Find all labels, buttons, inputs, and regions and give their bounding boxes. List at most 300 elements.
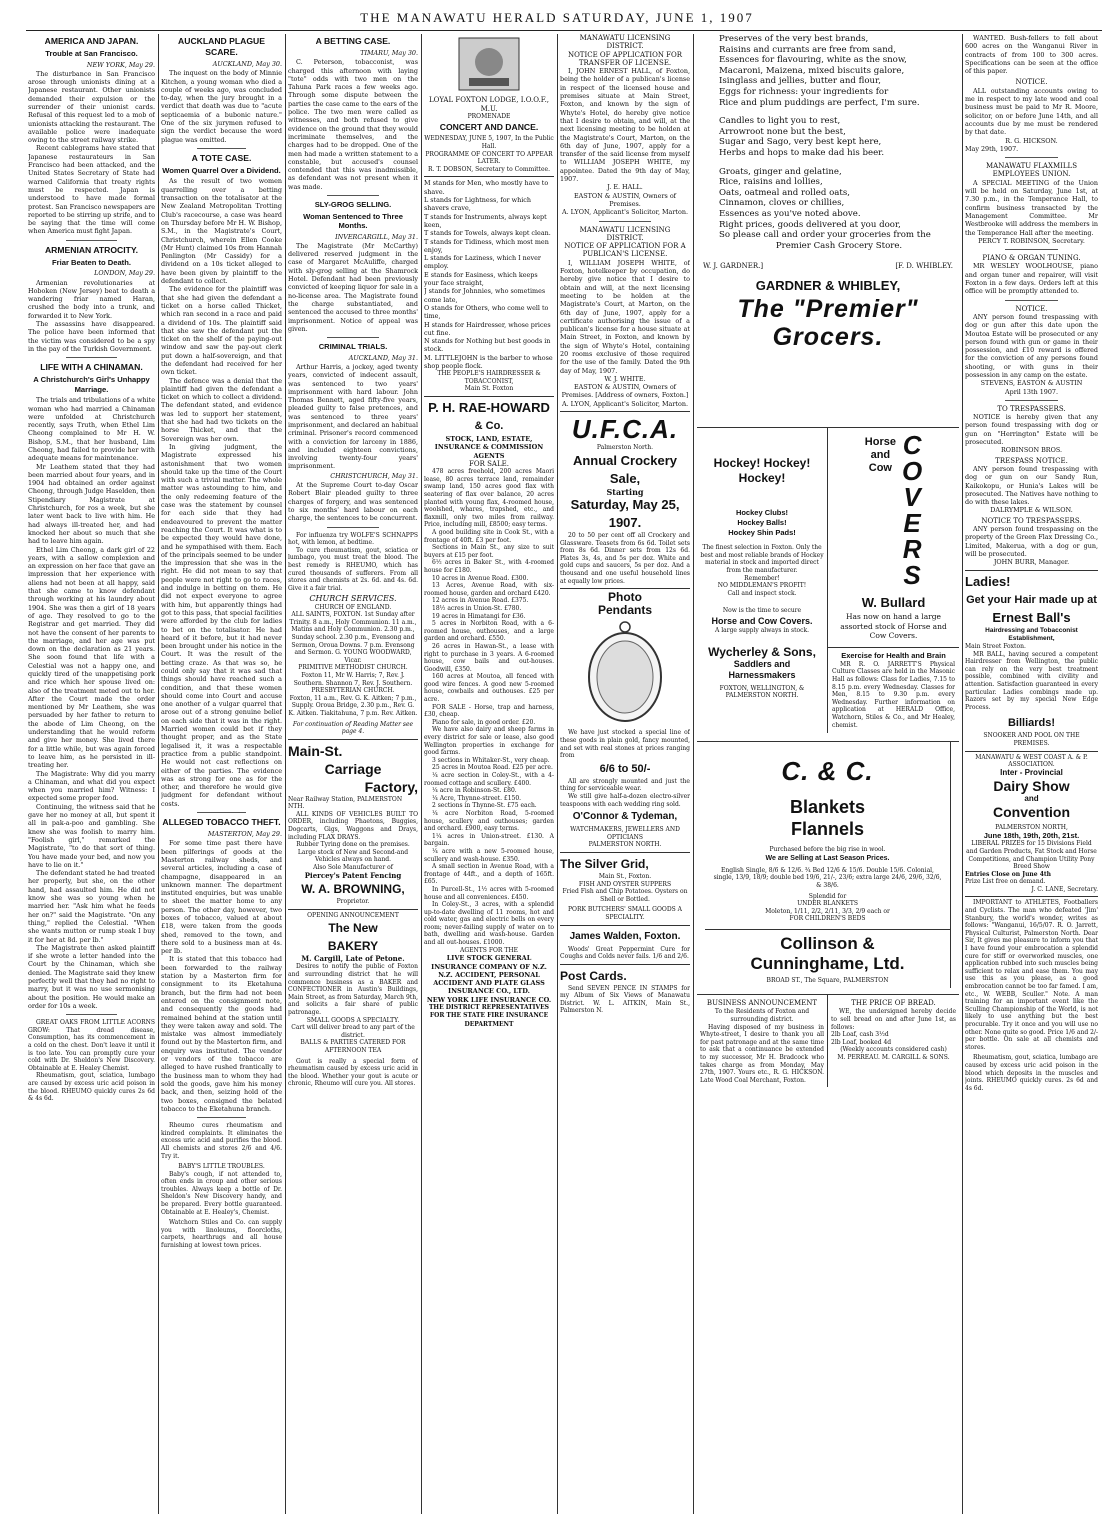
- listing: ¼ Acre, Thynne-street. £150.: [432, 794, 522, 802]
- service-times: ALL SAINTS, FOXTON. 1st Sunday after Trinity. 8 a.m., Holy Communion. 11 a.m., Matins and Holy Communion. 2.30 p.m., Sunday school. 2.30 p.m., Evensong and Sermon, Oroua Downs. 7 p.m. Evensong and Sermon. G. YOUNG WOODWARD, Vicar.: [289, 611, 417, 664]
- advertisement: Rheumo cures rheumatism and kindred complaints. It eliminates the excess uric acid and purifies the blood. All chemists and stores 2/6 and 4/6. Try it.: [161, 1122, 282, 1160]
- notice-signature: PERCY T. ROBINSON, Secretary.: [978, 236, 1085, 245]
- notice-text: ANY person found trespassing with dog or gun on our Sandy Run, Kaikokopu, or Hunia's Lakes will be prosecuted. The Natives have nothing to do with these lakes.: [965, 464, 1098, 507]
- ad-text: Cart will deliver bread to any part of the district.: [291, 1024, 415, 1039]
- acrostic-line: N stands for Nothing but best goods in stock.: [424, 337, 551, 354]
- column-divider: [693, 34, 694, 1514]
- notice-signature: W. J. WHITE.: [604, 374, 646, 383]
- article-paragraph: Arthur Harris, a jockey, aged twenty years, convicted of indecent assault, was sentenced to two years' imprisonment with hard labour. John Thomas Bennett, aged fifty-five years, pleaded guilty to false pretences, and was sentenced to three years' imprisonment, and declared an habitual criminal. Prisoner's record commenced with a conviction for larceny in 1886, and included eighteen convictions, involving twenty-four years' imprisonment.: [288, 362, 418, 471]
- continuation-note: For continuation of Reading Matter see page 4.: [292, 720, 414, 736]
- listing: In Coley-St., 3 acres, with a splendid up-to-date dwelling of 11 rooms, hot and cold water, gas and electric bells on every room; never-failing supply of water on to bath, dwelling and wash-house. Garden and all out-houses. £1000.: [424, 901, 554, 947]
- ad-text: BROAD ST., The Square, PALMERSTON: [766, 976, 889, 984]
- ad-text: Now is the time to secure: [722, 607, 802, 615]
- ad-heading: Pendants: [597, 603, 652, 618]
- ad-text: Prize List free on demand.: [965, 878, 1046, 886]
- ad-heading: and: [1024, 794, 1039, 804]
- covers-banner: [832, 430, 955, 591]
- listing: A good building site in Cook St., with a frontage of 40ft. £3 per foot.: [424, 529, 554, 544]
- verse-line: Essences for flavouring, white as the snow,: [719, 55, 907, 66]
- dateline: LONDON, May 29.: [94, 269, 155, 278]
- article-paragraph: Continuing, the witness said that he gave her no money at all, but spent it all in pak-a-poo and gambling. She knew she was foolish to marry him. "Foolish girl," remarked the Magistrate, "to do that sort of thing. You have made your bed, and now you have to lie on it.": [28, 802, 155, 869]
- verse-line: Sugar and Sago, very best kept here,: [719, 137, 882, 148]
- ad-text: WATCHMAKERS, JEWELLERS AND OPTICIANS: [570, 826, 680, 841]
- covers-letter: O: [901, 456, 923, 487]
- notice-title: NOTICE.: [1015, 304, 1048, 313]
- dateline: AUCKLAND, May 31.: [348, 353, 418, 362]
- ad-text: STOCK, LAND, ESTATE, INSURANCE & COMMISSION AGENTS: [434, 435, 544, 460]
- ufca-ad: [560, 411, 690, 585]
- silver-grid-ad: [560, 852, 690, 922]
- listing: 2 sections in Thynne-St. £75 each.: [432, 802, 537, 810]
- verse-line: Raisins and currants are free from sand,: [719, 44, 896, 55]
- ad-text: The finest selection in Foxton. Only the best and most reliable brands of Hockey material in stock and imported direct from the manufacturer.: [700, 544, 824, 575]
- ad-text: Fried Fish and Chip Potatoes. Oysters on Shell or Bottled.: [562, 888, 688, 903]
- ad-text: J. C. LANE, Secretary.: [1031, 885, 1098, 893]
- listing: ¼ acre with a new 5-roomed house, scullery and wash-house. £350.: [424, 847, 554, 863]
- ad-text: SMALL GOODS A SPECIALTY.: [306, 1016, 400, 1024]
- ad-text: Palmerston North.: [596, 444, 654, 452]
- notice-text: Having disposed of my business in Whyte-street, I desire to thank you all for past patronage and at the same time to ask that a continuance be extended to my successor, Mr H. Bradcock who takes charge as from Monday, May 27th, 1907. Yours etc., R. G. HICKSON. Late Wood Coal Merchant, Foxton.: [700, 1023, 824, 1084]
- ad-text: Starting: [606, 486, 644, 497]
- verse-line: Right prices, goods delivered at you door,: [719, 219, 901, 230]
- column-divider: [158, 34, 159, 1514]
- ad-heading: The New: [328, 921, 378, 936]
- ad-heading: Photo: [608, 590, 642, 605]
- walden-ad: [560, 925, 690, 961]
- acrostic-line: J stands for Johnnies, who sometimes come late,: [424, 287, 546, 304]
- ad-text: Rubber Tyring done on the premises.: [296, 841, 410, 849]
- notice-title: NOTICE.: [1015, 78, 1048, 87]
- column-3: [288, 34, 418, 1514]
- service-times: Foxton, 11 a.m., Rev. G. K. Aitken; 7 p.m., Supply. Oroua Bridge, 2.30 p.m., Rev. G. K. Aitken. Tiakitahuna, 7 p.m. Rev. Aitken.: [288, 694, 418, 717]
- ad-heading: Dairy Show: [993, 778, 1070, 795]
- article-paragraph: At the Supreme Court to-day Oscar Robert Blair pleaded guilty to three charges of forgery, and was sentenced to six months' hard labour on each charge, the sentences to be concurrent.: [288, 481, 418, 523]
- ad-text: Main Street Foxton.: [965, 643, 1026, 651]
- ad-text: Rheumatism, gout, sciatica, lumbago are caused by excess uric acid poison in the blood which deposits in the muscles and joints. RHEUMO quickly cures. 2s 6d and 4s 6d.: [965, 1054, 1098, 1092]
- advertisement: Gout is really a special form of rheumatism caused by excess uric acid in the blood. Whether your gout is acute or chronic, Rheumo will cure you. All stores.: [288, 1057, 418, 1088]
- article-paragraph: In giving judgment, the Magistrate expressed his astonishment that two women should take up the time of the Court with such a trivial matter. The whole matter was astounding to him, and the only redeeming feature of the case was the statement by counsel for each side that they had endeavoured to prevent the matter reaching the Court. It was what is to be expected they would have done, and he sympathised with them. Each of the principals seemed to be under the impression that she was in the right. He did not mean to say that people were not right to go to races, and indulge in betting on them. He did not expect everyone to agree with him, but apparently things had got to this pass, that special facilities were afforded by the club for ladies to bet on the totalisator. He had heard of it before, but it had never been brought under his notice in the Court. It was the result of the betting craze. As that was so, he could only say that it was sad that things should have reached such a condition, and that these women should come into Court and accuse one another of a vulgar quarrel that arose out of a strong genuine belief on each side that it was in the right. Married women could bet if they thought proper, and as the State legalised it, it was a respectable practice from a public standpoint. He would not cast reflections on either of the parties. The evidence was as strong for one as for the other, and therefore he would give judgment for defendant without costs.: [161, 442, 282, 808]
- column-divider: [421, 34, 422, 1514]
- ad-text: Moleton, 1/11, 2/2, 2/11, 3/3, 2/9 each or: [765, 907, 890, 915]
- ad-heading: Flannels: [790, 819, 865, 840]
- ad-text: PALMERSTON NORTH,: [995, 824, 1068, 832]
- ad-heading: Saddlers and Harnessmakers: [728, 658, 796, 680]
- notice-text: I, WILLIAM JOSEPH WHITE, of Foxton, hotelkeeper by occupation, do hereby give notice that I desire to obtain and will, at the next licensing meeting to be holden at the Magistrate's Court, at Marton, on the 6th day of June, 1907, apply for a certificate authorising the issue of a publican's license for a house situate at Main Street, in Foxton, and known by the sign of Whyte's Hotel, containing 20 rooms exclusive of those required for the use of the family. Dated the 9th day of May, 1907.: [560, 258, 690, 375]
- ad-text: OPENING ANNOUNCEMENT: [307, 911, 399, 919]
- listing: ¼ acre section in Coley-St., with a 4-roomed cottage and scullery. £400.: [424, 772, 554, 787]
- ad-heading: Cunninghame, Ltd.: [750, 953, 905, 973]
- subheadline: Woman Sentenced to Three Months.: [303, 211, 403, 231]
- carriage-factory-ad: [288, 739, 418, 906]
- acrostic-line: E stands for Easiness, which keeps your face straight,: [424, 270, 538, 288]
- column-6: [697, 34, 959, 1514]
- ad-text: PALMERSTON NORTH.: [588, 841, 662, 849]
- ad-text: BALLS & PARTIES CATERED FOR: [300, 1039, 406, 1047]
- ad-text: THE DISTRICT REPRESENTATIVES FOR THE STATE FIRE INSURANCE DEPARTMENT: [428, 1004, 550, 1028]
- listing: FOR SALE - Horse, trap and harness, £30, cheap.: [424, 703, 554, 719]
- article-paragraph: The inquest on the body of Minnie Kitchen, a young woman who died a couple of weeks ago, was concluded to-day, when the jury brought in a verdict that death was due to "acute septicaemia of a bubonic nature." One of the six jurymen refused to sign the verdict because the word plague was omitted.: [161, 69, 282, 144]
- listing: We have also dairy and sheep farms in every district for sale or lease, also good Wellington properties in exchange for good farms.: [424, 726, 554, 757]
- service-times: Foxton 11, Mr W. Harris; 7, Rev. J. Southern. Shannon 7, Rev. J. Southern.: [293, 671, 413, 687]
- ad-heading: Blankets: [789, 797, 866, 818]
- ad-text: SNOOKER AND POOL ON THE PREMISES.: [983, 732, 1080, 748]
- ad-heading: Factory,: [364, 778, 418, 795]
- ad-text: Has now on hand a large assorted stock of Horse and Cow Covers.: [840, 612, 947, 641]
- headline: SLY-GROG SELLING.: [314, 200, 392, 210]
- price-of-bread: [828, 995, 959, 1087]
- ad-heading: Inter - Provincial: [1000, 767, 1063, 777]
- notice-signature: EASTON & AUSTIN, Owners of Premises.: [573, 191, 677, 208]
- ad-heading: Carriage: [324, 760, 382, 777]
- article-paragraph: The assassins have disappeared. The police have been informed that the victim was considered to be a spy in the pay of the Turkish Government.: [28, 320, 155, 353]
- verse-line: Groats, ginger and gelatine,: [719, 166, 842, 177]
- notice-title: NOTICE OF APPLICATION FOR TRANSFER OF LICENSE.: [567, 50, 683, 67]
- article-paragraph: Ethel Lim Cheong, a dark girl of 22 years, with a sallow complexion and an expression on her face that gave an impression that her experience with aliens had not been at all happy, said that she came to know defendant through working at his laundry about 1904. She was then a girl of 18 years of age. They resolved to go to the Registrar and get married. They did not have the consent of her parents to the marriage, and her age was put down on the declaration as 21 years. She soon found that life with a Celestial was not a happy one, and quickly tired of the unappetising pork and rice which her spouse lived on: also of the treatment meted out to her. After the Court made the order mentioned by Mr Leathem, she was persuaded by her father to return to the abode of Lim Cheong, on the understanding that he would reform and give her money. She lived there for a little while, but was again forced to leave him, as he persisted in ill-treating her.: [28, 545, 155, 770]
- ad-heading: W. A. BROWNING,: [301, 881, 405, 896]
- notice-text: A SPECIAL MEETING of the Union will be held on Saturday, June 1st, at 7.30 p.m., in the Temperance Hall, to confirm business transacted by the Management Committee. Mr Westbrooke will address the members in the Temperance Hall after the meeting.: [965, 178, 1098, 237]
- ad-text: FOR SALE.: [469, 459, 509, 468]
- ad-text: Also Sole Manufacturer of: [313, 864, 393, 872]
- ad-heading: W. Bullard: [861, 595, 926, 611]
- listing: 26 acres in Hawan-St., a lease with right to purchase in 3 years. A 6-roomed house, cow bails and out-houses. Goodwill, £350.: [424, 642, 554, 673]
- covers-letter: C: [902, 430, 922, 461]
- event-label: PROMENADE: [467, 112, 511, 120]
- listing: ¼ acre in Robinson-St. £80.: [432, 787, 517, 795]
- verse-line: Eggs for richness: your ingredients for: [719, 86, 889, 97]
- column-divider: [285, 34, 286, 1514]
- advertisement: To cure rheumatism, gout, sciatica or lumbago, you must treat the blood. The best remedy is RHEUMO, which has cured thousands of sufferers. From all stores and chemists at 2s. 6d. and 4s. 6d. Give it a fair trial.: [288, 546, 418, 592]
- ad-heading: Get your Hair made up at: [966, 593, 1097, 606]
- ad-text: NO MIDDLEMAN'S PROFIT!: [717, 582, 807, 590]
- notice-text: ANY person found trespassing with dog or gun after this date upon the Moutoa Estate will be prosecuted or any person found with gun or game in their possession, and £10 reward is offered for the conviction of any persons found shooting, or with guns in their possession in any camp on the estate.: [965, 312, 1098, 379]
- notice-text: ALL outstanding accounts owing to me in respect to my late wood and coal business must be paid to Mr R. Moore, solicitor, on or before June 14th, and all accounts due by me must be rendered by that date.: [965, 86, 1098, 137]
- article-paragraph: It is stated that this tobacco had been forwarded to the railway station by a Masterton firm for consignment to its Eketahuna branch, but the firm had not been entered on the consignment note, and consequently the goods had remained behind at the station until they were taken away and sold. The mistake was almost immediately found out by the Masterton firm, and enquiry was instituted. The vendor or vendors of the tobacco are alleged to have rushed frantically to the business man to whom they had sold the goods, gave him his money back, and then, seizing hold of the two boxes, consigned the belated tobacco to the Eketahuna branch.: [161, 955, 282, 1113]
- ad-text: Remember!: [744, 574, 780, 582]
- notice-text: ANY person found trespassing on the property of the Green Flax Dressing Co., Limited, Makerua, with a dog or gun, will be prosecuted.: [965, 525, 1098, 558]
- store-name: GARDNER & WHIBLEY,: [755, 278, 901, 294]
- verse-line: Isinglass and jellies, butter and flour,: [719, 76, 881, 87]
- ad-text: FOXTON, WELLINGTON, & PALMERSTON NORTH.: [719, 684, 805, 700]
- ad-heading: Billiards!: [1007, 717, 1056, 730]
- ad-heading: The Silver Grid,: [560, 856, 649, 871]
- grocery-verse: [697, 34, 959, 251]
- article-paragraph: Armenian revolutionaries at Hoboken (New Jersey) beat to death a wandering friar named Haran, crushed the body into a trunk, and forwarded it to New York.: [28, 278, 155, 320]
- masthead: THE MANAWATU HERALD SATURDAY, JUNE 1, 1907: [360, 10, 754, 25]
- advertisement: Baby's cough, if not attended to, often ends in croup and other serious troubles. Always keep a bottle of Dr. Sheldon's New Discovery handy, and be prepared. Every bottle guaranteed. Obtainable at E. Healey's, Chemist.: [161, 1170, 282, 1216]
- ad-logo: U.F.C.A.: [571, 414, 679, 445]
- covers-vertical: [901, 430, 923, 591]
- business-announcement: [697, 995, 828, 1087]
- event-date: WEDNESDAY, JUNE 5, 1907, In the Public Hall.: [424, 135, 554, 151]
- verse-line: Cinnamon, cloves or chillies,: [719, 198, 845, 209]
- listing: 160 acres at Moutoa, all fenced with good wire fences. A good new 5-roomed house, cowbails and outhouses. £25 per acre.: [424, 673, 554, 704]
- proprietor-name: [F. D. WHIBLEY.: [895, 262, 953, 271]
- ad-heading: Exercise for Health and Brain: [841, 650, 946, 660]
- column-1: [28, 34, 155, 1514]
- notice-title: PIANO & ORGAN TUNING.: [982, 254, 1081, 263]
- notice-signature: ROBINSON BROS.: [1000, 446, 1063, 455]
- ad-heading: Cow: [868, 462, 892, 475]
- cc-blankets-ad: [705, 742, 951, 988]
- ad-heading: Main-St.: [288, 742, 343, 759]
- ad-heading: P. H. RAE-HOWARD: [428, 400, 550, 416]
- listing: 12 acres in Avenue Road. £375.: [432, 597, 529, 605]
- article-paragraph: The disturbance in San Francisco arose through unionists dining at a Japanese restaurant. Other unionists demanded their expulsion or the surrender of their unionist cards. Refusal of this request led to a mob of unionists attacking the restaurant. The available police were inadequate owing to the street railway strike.: [28, 69, 155, 145]
- listing: 19 acres in Himatangi for £36.: [432, 612, 526, 620]
- ad-text: English Single, 8/6 & 12/6. ¾ Bed 12/6 & 15/6. Double 15/6. Colonial, single, 13/9, 18/9; double bed 19/6, 21/-, 23/6; extra large 24/6, 29/6, 32/6, & 38/6.: [713, 866, 942, 889]
- verse-line: Arrowroot none but the best,: [719, 126, 846, 137]
- ad-text: MANAWATU & WEST COAST A. & P. ASSOCIATION.: [975, 753, 1088, 769]
- notice-signature: DALRYMPLE & WILSON.: [990, 506, 1073, 515]
- ad-text: Woods' Great Peppermint Cure for Coughs and Colds never fails. 1/6 and 2/6.: [560, 945, 690, 961]
- ad-text: Main St., Foxton.: [598, 872, 652, 880]
- ad-text: LIVE STOCK GENERAL INSURANCE COMPANY OF N.Z.: [431, 954, 547, 971]
- dateline: TIMARU, May 30.: [360, 49, 418, 57]
- article-paragraph: The Magistrate: Why did you marry a Chinaman, and what did you expect when you married him? Witness: I expected some proper food.: [28, 769, 155, 803]
- ad-text: Entries Close on June 4th: [965, 870, 1052, 878]
- ad-text: PORK BUTCHERS' SMALL GOODS A SPECIALITY.: [568, 906, 682, 921]
- notice-signature: A. LYON, Applicant's Solicitor, Marton.: [562, 399, 688, 408]
- acrostic-line: M. LITTLEJOHN is the barber to whose shop people flock.: [424, 353, 553, 370]
- article-paragraph: The Magistrate then asked plaintiff if she wrote a letter handed into the Court by the Chinaman, which she denied. The Magistrate said they knew perfectly well that they had no right to marry, but it was no use sermonising about the position. He would make an order for 10s a week.: [28, 943, 155, 1010]
- rae-howard-ad: [424, 396, 554, 1029]
- ad-text: Purchased before the big rise in wool.: [769, 846, 886, 854]
- ad-heading: Collinson &: [780, 933, 875, 953]
- ad-text: Near Railway Station, PALMERSTON NTH.: [288, 795, 403, 811]
- ad-text: UNDER BLANKETS: [797, 900, 858, 908]
- article-paragraph: C. Peterson, tobacconist, was charged this afternoon with laying "tote" odds with two men on the Tahuna Park races a few weeks ago. Through some dispute between the parties the case came to the ears of the police. The two men were called as witnesses, and both refused to give evidence on the ground that they would incriminate themselves, and the charges had to be dropped. One of the men had made a written statement to a constable, but accused's counsel contended that this was inadmissible, as defendant was not present when it was made.: [288, 58, 418, 191]
- ad-heading: Wycherley & Sons,: [708, 644, 816, 659]
- ad-text: AFTERNOON TEA: [324, 1046, 382, 1054]
- verse-line: Oats, oatmeal and rolled oats,: [719, 187, 850, 198]
- dateline: CHRISTCHURCH, May 31.: [330, 471, 418, 480]
- ad-logo: C. & C.: [781, 756, 874, 787]
- lodge-emblem-icon: [424, 34, 554, 94]
- church-services-title: CHURCH SERVICES.: [309, 594, 397, 604]
- notice-signature: R. G. HICKSON.: [1005, 136, 1058, 145]
- event-note: PROGRAMME OF CONCERT TO APPEAR LATER.: [425, 150, 553, 166]
- notice-text: WE, the undersigned hereby decide to sell bread on and after June 1st, as follows:: [831, 1008, 956, 1031]
- notice-title: TRESPASS NOTICE.: [995, 456, 1068, 465]
- advertisement-title: BABY'S LITTLE TROUBLES.: [178, 1163, 265, 1171]
- ad-text: N.Z. ACCIDENT, PERSONAL ACCIDENT AND PLATE GLASS INSURANCE CO., LTD.: [433, 970, 545, 996]
- proprietors: [697, 261, 959, 271]
- article-paragraph: The Magistrate (Mr McCarthy) delivered reserved judgment in the case of Margaret McAuliffe, charged with sly-grog selling at the Shamrock Hotel. Defendant had been previously convicted of keeping liquor for sale in a no-license area. The Magistrate found the charge substantiated, and sentenced the accused to three months' imprisonment. Notice of appeal was given.: [288, 241, 418, 333]
- listing: 478 acres freehold, 200 acres Maori lease, 80 acres terrace land, remainder swamp land, 150 acres good flax with seatering of flax over balance, 20 acres planted with young flax, 4-roomed house, woolshed, whares, trapshed, etc., and flaxmill, only two miles from railway. Price, including mill, £8500; easy terms.: [424, 468, 554, 529]
- proprietor-name: W. J. GARDNER.]: [703, 262, 764, 271]
- ad-text: A large supply always in stock.: [714, 627, 810, 635]
- article-paragraph: Mr Leathem stated that they had been married about four years, and in 1904 had obtained an order against Cheong, through Judge Haselden, then Stipendiary Magistrate at Christchurch, for ros a week, but she later went back to live with him. He had always ill-treated her, and had knocked her about so much that she had to leave him again.: [28, 462, 155, 546]
- church-name: CHURCH OF ENGLAND.: [314, 603, 392, 611]
- ad-heading: O'Connor & Tydeman,: [572, 811, 678, 823]
- headline: ARMENIAN ATROCITY.: [44, 244, 139, 255]
- headline: A TOTE CASE.: [191, 152, 252, 163]
- notice-text: (Weekly accounts considered cash): [840, 1046, 947, 1054]
- subheadline: Trouble at San Francisco.: [45, 49, 138, 58]
- dateline: NEW YORK, May 29.: [86, 60, 155, 69]
- ad-text: IMPORTANT to ATHLETES, Footballers and Cyclists. The man who defeated 'Jim' Stanbury, the world's wonder, writes as follows: "Wanganui, 16/5/07. R. O. Jarrett, Physical Culturist, Palmerston North. Dear Sir, It gives me pleasure to inform you that I have found your embrocation a splendid cure for stiff or overworked muscles, one application rubbed into such muscles being sufficient to relax and ease them. You may use this as you please, as a good embrocation cannot be too far famed. I am, etc., W. WEBB, Sculler." Note. A man training for an important event like the Sculling Championship of the World, is not likely to use anything but the best procurable. Try it once and you will use no other. None quite so good. Price 1/6 and 2/- per bottle. On sale at all chemists and stores.: [965, 899, 1098, 1051]
- ad-text: Send SEVEN PENCE IN STAMPS for my Album of Six Views of Manawatu District. W. L. AITKIN, Main St., Palmerston N.: [560, 984, 690, 1015]
- covers-ad: [828, 428, 959, 733]
- notice-title: TO TRESPASSERS.: [997, 404, 1066, 413]
- ad-text: M. Cargill, Late of Petone.: [301, 954, 405, 964]
- ad-text: ALL KINDS OF VEHICLES BUILT TO ORDER, including Phaetons, Buggies, Dogcarts, Gigs, Waggons and Drays, including FLAX DRAYS.: [288, 810, 418, 841]
- listing: 5 acres in Norbiton Road, with a 6-roomed house, outhouses, and a large garden and orchard. £550.: [424, 620, 554, 643]
- ad-heading: Horse and Cow Covers.: [711, 616, 813, 627]
- sports-ads-row: [697, 427, 959, 733]
- ad-heading: Convention: [993, 804, 1070, 821]
- listing: 6½ acres in Baker St., with 4-roomed house for £180.: [424, 559, 554, 574]
- ad-heading: June 18th, 19th, 20th, 21st.: [983, 831, 1080, 841]
- verse-line: Rice, raisins and lollies,: [719, 177, 823, 188]
- bakery-ad: [288, 909, 418, 1055]
- acrostic-line: T stands for Tidiness, which most men enjoy,: [424, 237, 549, 254]
- verse-line: Preserves of the very best brands,: [719, 34, 869, 44]
- article-paragraph: As the result of two women quarrelling over a betting transaction on the totalisator at the New Zealand Metropolitan Trotting Club's racecourse, a case was heard on Thursday before Mr H. W. Bishop, S.M., in the Magistrate's Court, Christchurch, wherein Ellen Cooke (Mr Hunt) claimed 10s from Hannah Penlington (Mr Cassidy) for a dividend on a 10s ticket alleged to have been given by plaintiff to the defendant to collect.: [161, 177, 282, 286]
- notice-signature: A. LYON, Applicant's Solicitor, Marton.: [562, 208, 688, 217]
- listing: In Purcell-St., 1½ acres with 5-roomed house and all conveniences. £450.: [424, 885, 554, 901]
- ad-heading: James Walden, Foxton.: [569, 930, 681, 942]
- listing: Sections in Main St., any size to suit buyers at £15 per foot.: [424, 544, 554, 559]
- classified-ad: WANTED. Bush-fellers to fell about 600 acres on the Wanganui River in contracts of from 100 to 300 acres. Specifications can be seen at the office of this paper.: [965, 34, 1098, 76]
- ad-text: We have just stocked a special line of these goods in plain gold, fancy mounted, and set with real stones at prices ranging from: [560, 729, 690, 760]
- column-7: [965, 34, 1098, 1514]
- covers-letter: R: [902, 534, 922, 565]
- notice-title: MANAWATU LICENSING DISTRICT.: [579, 34, 671, 51]
- notice-title: THE PRICE OF BREAD.: [851, 999, 936, 1008]
- column-5: [560, 34, 690, 1514]
- church-name: PRESBYTERIAN CHURCH.: [311, 687, 395, 695]
- advertisement: For influenza try WOLFE'S SCHNAPPS hot, with lemon, at bedtime.: [288, 531, 418, 547]
- headline: A BETTING CASE.: [315, 36, 391, 46]
- verse-line: Rice and plum puddings are perfect, I'm sure.: [719, 97, 920, 108]
- verse-line: Premier Cash Grocery Store.: [775, 240, 903, 251]
- ad-text: Proprietor.: [336, 897, 370, 905]
- verse-line: Essences as you've noted above.: [719, 208, 861, 219]
- ad-text: Hockey Clubs!: [735, 508, 789, 518]
- notice-signature: STEVENS, EASTON & AUSTIN: [980, 379, 1083, 388]
- pendant-icon: [560, 617, 690, 727]
- ad-text: Large stock of New and Second-and Vehicles always on hand.: [297, 848, 409, 864]
- ad-heading: Saturday, May 25, 1907.: [570, 496, 680, 530]
- ad-text: MR R. O. JARRETT'S Physical Culture Classes are held in the Masonic Hall as follows: Class for Ladies, 7.15 to 8.15 p.m. every Wednesday. Classes for Men, 8.15 to 9.30 p.m. every Wednesday. Further information on application at HERALD Office, Watchorn, Stiles & Co., and Mr Healey, chemist.: [832, 660, 955, 729]
- ad-text: FISH AND OYSTER SUPPERS: [578, 880, 672, 888]
- article-paragraph: The trials and tribulations of a white woman who had married a Chinaman were unfolded at Christchurch recently, says Truth, when Ethel Lim Cheong complained to Mr H. W. Bishop, S.M., that her husband, Lim Cheong, had failed to provide her with adequate means for maintenance.: [28, 396, 155, 463]
- ad-text: Call and inspect stock.: [727, 589, 797, 597]
- notices-row: [697, 994, 959, 1087]
- photo-pendants-ad: [560, 588, 690, 849]
- listing: 18½ acres in Union-St. £780.: [432, 604, 522, 612]
- headline: AUCKLAND PLAGUE SCARE.: [178, 36, 265, 57]
- article-paragraph: The defendant stated he had treated her properly, but she, on the other hand, had assaulted him. He did not know she was so young when he married her. "Ask him what he feeds her on?" said the Magistrate. "On any thing," replied the Celestial. "When she wants mutton or rump steak I buy it for her at 8d. per lb.": [28, 869, 155, 944]
- subheadline: A Christchurch's Girl's Unhappy Marriage.: [33, 375, 150, 394]
- ad-text: Piercey's Patent Fencing: [304, 870, 402, 880]
- ad-text: Hockey Balls!: [737, 518, 787, 528]
- notice-date: May 29th, 1907.: [965, 144, 1019, 153]
- ad-text: NEW YORK LIFE INSURANCE CO.: [426, 995, 552, 1004]
- article-paragraph: For some time past there have been pilferings of goods at the Masterton railway sheds, and several articles, including a case of champagne, disappeared in an unknown manner. The department instituted enquiries, but was unable to sheet the matter home to any person. The other day, however, two boxes of tobacco, valued at about £18, were taken from the goods shed, removed to the town, and there sold to a business man at 4s. per lb.: [161, 839, 282, 956]
- headline: LIFE WITH A CHINAMAN.: [40, 362, 143, 373]
- ad-text: MR BALL, having secured a competent Hairdresser from Wellington, the public can rely on the very best treatment possible, combined with civility and attention. Satisfaction guaranteed in every particular. Ladies combings made up. Razors set by my special New Edge Process.: [965, 650, 1098, 711]
- acrostic-line: H stands for Hairdresser, whose prices cut fine.: [424, 320, 551, 337]
- ad-price: 6/6 to 50/-: [599, 762, 651, 775]
- column-2: [161, 34, 282, 1514]
- acrostic-line: T stands for Instruments, always kept keen,: [424, 212, 547, 229]
- dateline: MASTERTON, May 29.: [207, 830, 282, 839]
- event-secretary: R. T. DOBSON, Secretary to Committee.: [428, 165, 550, 173]
- athletes-ad: [965, 896, 1098, 1092]
- article-paragraph: Recent cablegrams have stated that Japanese restaurateurs in San Francisco had been attacked, and the United States Secretary of State had warned California that treaty rights must be respected. Japan is understood to have made formal protest. San Francisco newspapers are reported to be stirring up strife, and to be saying that the time will come when America must fight Japan.: [28, 144, 155, 236]
- ad-text: Desires to notify the public of Foxton and surrounding district that he will commence business as a BAKER and CONFECTIONER in Austin's Buildings, Main Street, as from Saturday, March 9th, and solicits a fair share of public patronage.: [288, 963, 418, 1016]
- acrostic-line: M stands for Men, who mostly have to shave.: [424, 179, 549, 196]
- headline: AMERICA AND JAPAN.: [44, 36, 139, 46]
- church-name: PRIMITIVE METHODIST CHURCH.: [298, 664, 408, 672]
- ad-text: We are Selling at Last Season Prices.: [765, 854, 890, 862]
- ad-text: LIBERAL PRIZES for 15 Divisions Field and Garden Products, Fat Stock and Horse Competitions, and Champion Utility Pony Breed Show: [966, 840, 1097, 871]
- listing: Piano for sale, in good order. £20.: [432, 718, 536, 726]
- verse-line: Macaroni, Maizena, mixed biscuits galore,: [719, 65, 905, 76]
- article-paragraph: The defence was a denial that the plaintiff had given the defendant a ticket on which to collect a dividend. The defendant stated, and evidence was led to support her statement, that she had had two tickets on the horse Thicket, and that the Sovereign was her own.: [161, 376, 282, 443]
- ad-text: Splendid for: [808, 892, 847, 900]
- notice-title: MANAWATU FLAXMILLS EMPLOYEES UNION.: [986, 162, 1077, 179]
- notice-text: NOTICE is hereby given that any person found trespassing with dog or gun on "Herrington" Estate will be prosecuted.: [965, 413, 1098, 447]
- advertisement: Rheumatism, gout, sciatica, lumbago are caused by excess uric acid poison in the blood. RHEUMO quickly cures 2s 6d & 4s 6d.: [28, 1072, 155, 1103]
- price-line: 2lb Loaf, booked 4d: [831, 1038, 892, 1046]
- notice-title: MANAWATU LICENSING DISTRICT.: [579, 225, 671, 242]
- column-divider: [557, 34, 558, 1514]
- acrostic-line: L stands for Laziness, which I never employ.: [424, 254, 541, 271]
- subheadline: Friar Beaten to Death.: [52, 257, 131, 267]
- advertisement: GREAT OAKS FROM LITTLE ACORNS GROW: That dread disease, Consumption, has its commencement in a cold on the chest. Don't leave it until it is too late. You can promptly cure your cold with Dr. Sheldon's New Discovery. Obtainable at E. Healey Chemist.: [28, 1019, 155, 1072]
- ad-heading: Annual Crockery Sale,: [572, 452, 678, 486]
- ad-heading: Post Cards.: [560, 968, 627, 983]
- covers-letter: S: [903, 560, 921, 591]
- notice-title: NOTICE TO TRESPASSERS.: [981, 516, 1082, 525]
- notice-text: To the Residents of Foxton and surrounding district.: [714, 1008, 810, 1024]
- column-divider: [962, 34, 963, 1514]
- notice-signature: JOHN BURR, Manager.: [993, 558, 1070, 567]
- notice-text: MR WESLEY WOOLHOUSE, piano and organ tuner and repairer, will visit Foxton in a few days. Orders left at this office will be promptly attended to.: [965, 262, 1098, 296]
- covers-letter: E: [903, 508, 921, 539]
- ad-text: Hairdressing and Tobacconist Establishment,: [985, 626, 1078, 642]
- listing: A small section in Avenue Road, with a frontage of 44ft., and a depth of 165ft. £65.: [424, 863, 554, 886]
- dateline: INVERCARGILL, May 31.: [335, 232, 418, 241]
- dateline: AUCKLAND, May 30.: [212, 60, 282, 68]
- notice-title: NOTICE OF APPLICATION FOR A PUBLICAN'S LICENSE.: [564, 242, 686, 259]
- advertisement: Watchorn Stiles and Co. can supply you with linoleums, floorcloths, carpets, hearthrugs and all house furnishing at lowest town prices.: [161, 1219, 282, 1250]
- notice-date: April 13th 1907.: [1004, 387, 1059, 396]
- notice-signature: EASTON & AUSTIN, Owners of Premises. [Address of owners, Foxton.]: [561, 383, 689, 400]
- hairdresser-acrostic: [424, 176, 554, 393]
- subheadline: Women Quarrel Over a Dividend.: [162, 165, 281, 175]
- shop-address: Main St. Foxton: [464, 385, 514, 393]
- listing: 3 sections in Whitaker-St., very cheap.: [432, 756, 550, 764]
- ad-heading: BAKERY: [327, 939, 379, 954]
- post-cards-ad: [560, 964, 690, 1015]
- masthead-rule: [26, 30, 1102, 31]
- event-title: CONCERT AND DANCE.: [439, 122, 539, 133]
- notice-text: I, JOHN ERNEST HALL, of Foxton, being the holder of a publican's license in respect of the licensed house and premises situate at Main Street, Foxton, and known by the sign of Whyte's Hotel, do hereby give notice that I desire to obtain, and will, at the next licensing meeting to be holden at the Magistrate's Court, Marton, on the 6th day of June, 1907, apply for a transfer of the said license from myself to WILLIAM JOSEPH WHITE, my appointee. Dated the 9th day of May, 1907.: [560, 67, 690, 184]
- acrostic-line: T stands for Towels, always kept clean.: [424, 229, 551, 238]
- ad-text: AGENTS FOR THE: [460, 946, 518, 954]
- acrostic-line: L stands for Lightness, for which shavers crave,: [424, 196, 531, 213]
- listing: 13 Acres, Avenue Road, with six-roomed house, garden and orchard £420.: [424, 582, 554, 597]
- ad-text: Hockey Shin Pads!: [728, 528, 796, 538]
- store-slogan: The "Premier" Grocers.: [737, 295, 919, 352]
- dairy-show-ad: [965, 751, 1098, 894]
- headline: ALLEGED TOBACCO THEFT.: [162, 817, 281, 828]
- ad-heading: Ernest Ball's: [992, 609, 1071, 625]
